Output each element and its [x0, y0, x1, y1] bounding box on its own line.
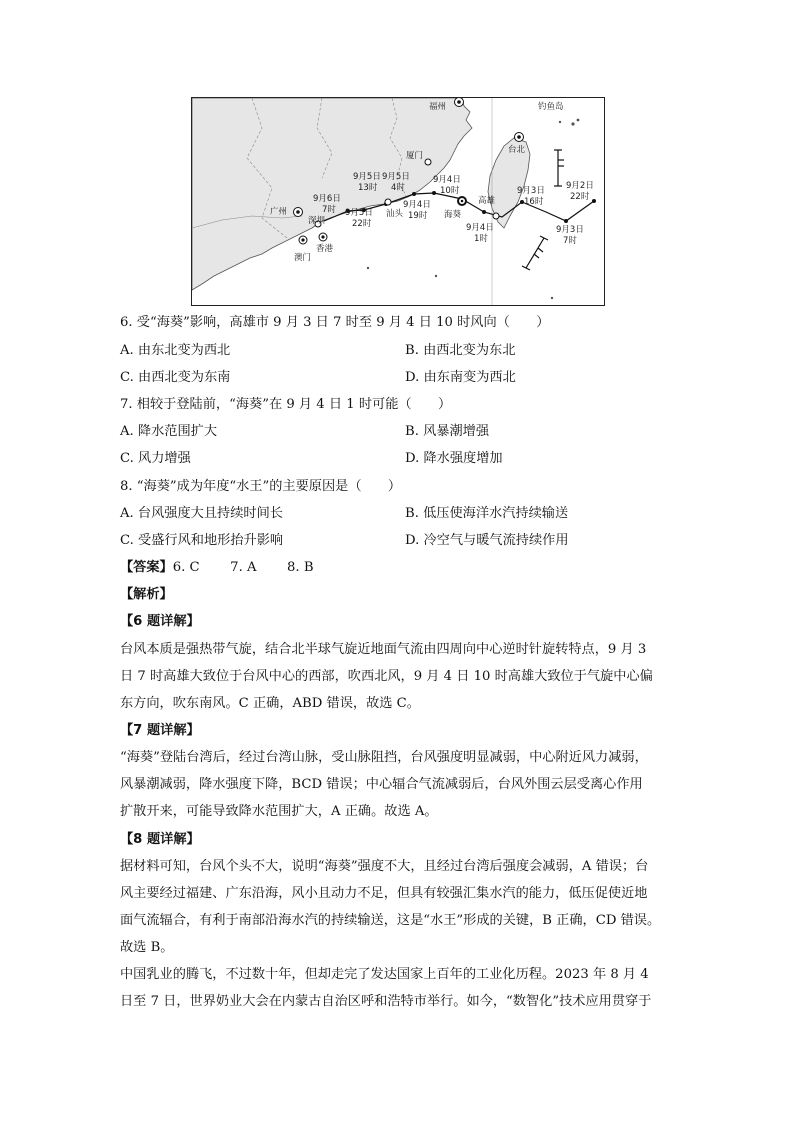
analysis-heading: 【解析】 [120, 587, 173, 602]
answer-line [120, 561, 314, 574]
label-gaoxiong: 高雄 [478, 196, 496, 206]
question-6-option-c: C. 由西北变为东南 [120, 370, 231, 385]
question-6-option-b: B. 由西北变为东北 [405, 343, 516, 358]
question-7-option-d: D. 降水强度增加 [405, 451, 503, 466]
label-time-0903b-hour: 7时 [563, 236, 577, 246]
question-7: 7. 相较于登陆前，“海葵”在 9 月 4 日 1 时可能（ ） [120, 397, 452, 412]
label-time-0903a: 9月3日 [517, 186, 545, 196]
city-marker-xiamen [425, 159, 431, 165]
detail-8-heading: 【8 题详解】 [120, 832, 200, 847]
label-taibei: 台北 [508, 145, 526, 155]
label-time-0905a-hour: 13时 [358, 183, 378, 193]
label-fuzhou: 福州 [429, 102, 447, 112]
label-time-0902: 9月2日 [566, 181, 594, 191]
question-8-option-b: B. 低压使海洋水汽持续输送 [405, 506, 569, 521]
question-6: 6. 受“海葵”影响，高雄市 9 月 3 日 7 时至 9 月 4 日 10 时风向（ ） [120, 315, 550, 330]
question-6-option-d: D. 由东南变为西北 [405, 370, 516, 385]
detail-8-line: 据材料可知，台风个头不大，说明“海葵”强度不大，且经过台湾后强度会减弱，A 错误；台 [120, 859, 649, 874]
label-shantou: 汕头 [386, 209, 404, 219]
detail-8-line: 故选 B。 [120, 940, 174, 955]
label-time-0904b: 9月4日 [403, 200, 431, 210]
label-diaoyu: 钓鱼岛 [538, 102, 564, 112]
label-time-0906: 9月6日 [313, 194, 341, 204]
label-time-0906-hour: 7时 [322, 205, 336, 215]
detail-6-line: 台风本质是强热带气旋，结合北半球气旋近地面气流由四周向中心逆时针旋转特点，9 月 3 [120, 642, 647, 657]
label-time-0904a-hour: 10时 [440, 186, 460, 196]
answer-values: 6. C 7. A 8. B [172, 560, 314, 575]
label-time-0905c-hour: 22时 [352, 219, 372, 229]
track-point [493, 213, 499, 219]
question-8-option-d: D. 冷空气与暖气流持续作用 [405, 533, 569, 548]
city-marker-taibei [515, 133, 524, 142]
label-time-0905b: 9月5日 [382, 172, 410, 182]
label-time-0905b-hour: 4时 [391, 183, 405, 193]
answer-label: 【答案】 [120, 560, 173, 575]
label-guangzhou: 广州 [270, 207, 288, 217]
detail-7-line: “海葵”登陆台湾后，经过台湾山脉，受山脉阻挡，台风强度明显减弱，中心附近风力减弱， [120, 750, 648, 765]
label-time-0903b: 9月3日 [556, 225, 584, 235]
label-time-0904c: 9月4日 [466, 223, 494, 233]
track-point [412, 192, 416, 196]
question-7-option-b: B. 风暴潮增强 [405, 424, 490, 439]
label-aomen: 澳门 [294, 253, 312, 263]
material-line: 日至 7 日，世界奶业大会在内蒙古自治区呼和浩特市举行。如今，“数智化”技术应用贯穿于 [120, 994, 652, 1009]
detail-8-line: 面气流辐合，有利于南部沿海水汽的持续输送，这是“水王”形成的关键，B 正确，CD 错误。 [120, 913, 661, 928]
track-point [482, 210, 486, 214]
label-time-0905c: 9月5日 [345, 208, 373, 218]
typhoon-symbol [458, 197, 466, 205]
label-shenzhen: 深圳 [308, 216, 326, 226]
detail-8-line: 风主要经过福建、广东沿海，风小且动力不足，但具有较强汇集水汽的能力，低压促使近地 [120, 886, 648, 901]
detail-7-heading: 【7 题详解】 [120, 723, 200, 738]
track-point [564, 219, 568, 223]
detail-6-heading: 【6 题详解】 [120, 614, 200, 629]
label-time-0904a: 9月4日 [433, 175, 461, 185]
question-8-option-a: A. 台风强度大且持续时间长 [120, 506, 283, 521]
city-marker-aomen [299, 236, 307, 244]
detail-7-line: 扩散开来，可能导致降水范围扩大，A 正确。故选 A。 [120, 804, 438, 819]
label-xianggang: 香港 [316, 244, 334, 254]
label-time-0905a: 9月5日 [353, 172, 381, 182]
track-point [432, 191, 436, 195]
question-8-option-c: C. 受盛行风和地形抬升影响 [120, 533, 284, 548]
city-marker-xianggang [319, 233, 327, 241]
label-haikui: 海葵 [444, 210, 462, 220]
city-marker-shantou [385, 199, 391, 205]
typhoon-track-map [191, 97, 605, 306]
detail-6-line: 东方向，吹东南风。C 正确，ABD 错误，故选 C。 [120, 696, 420, 711]
question-6-option-a: A. 由东北变为西北 [120, 343, 231, 358]
city-marker-fuzhou [455, 98, 464, 107]
question-7-option-c: C. 风力增强 [120, 451, 191, 466]
question-8: 8. “海葵”成为年度“水王”的主要原因是（ ） [120, 479, 402, 494]
question-7-option-a: A. 降水范围扩大 [120, 424, 218, 439]
detail-7-line: 风暴潮减弱，降水强度下降，BCD 错误；中心辐合气流减弱后，台风外围云层受离心作用 [120, 777, 643, 792]
label-time-0904b-hour: 19时 [408, 211, 428, 221]
track-point [592, 199, 596, 203]
city-marker-guangzhou [294, 208, 303, 217]
label-time-0903a-hour: 16时 [524, 197, 544, 207]
detail-6-line: 日 7 时高雄大致位于台风中心的西部，吹西北风，9 月 4 日 10 时高雄大致位于气旋中心偏 [120, 669, 653, 684]
label-time-0902-hour: 22时 [570, 192, 590, 202]
label-time-0904c-hour: 1时 [474, 234, 488, 244]
material-line: 中国乳业的腾飞，不过数十年，但却走完了发达国家上百年的工业化历程。2023 年 8 月 4 [120, 967, 649, 982]
label-xiamen: 厦门 [406, 151, 424, 161]
